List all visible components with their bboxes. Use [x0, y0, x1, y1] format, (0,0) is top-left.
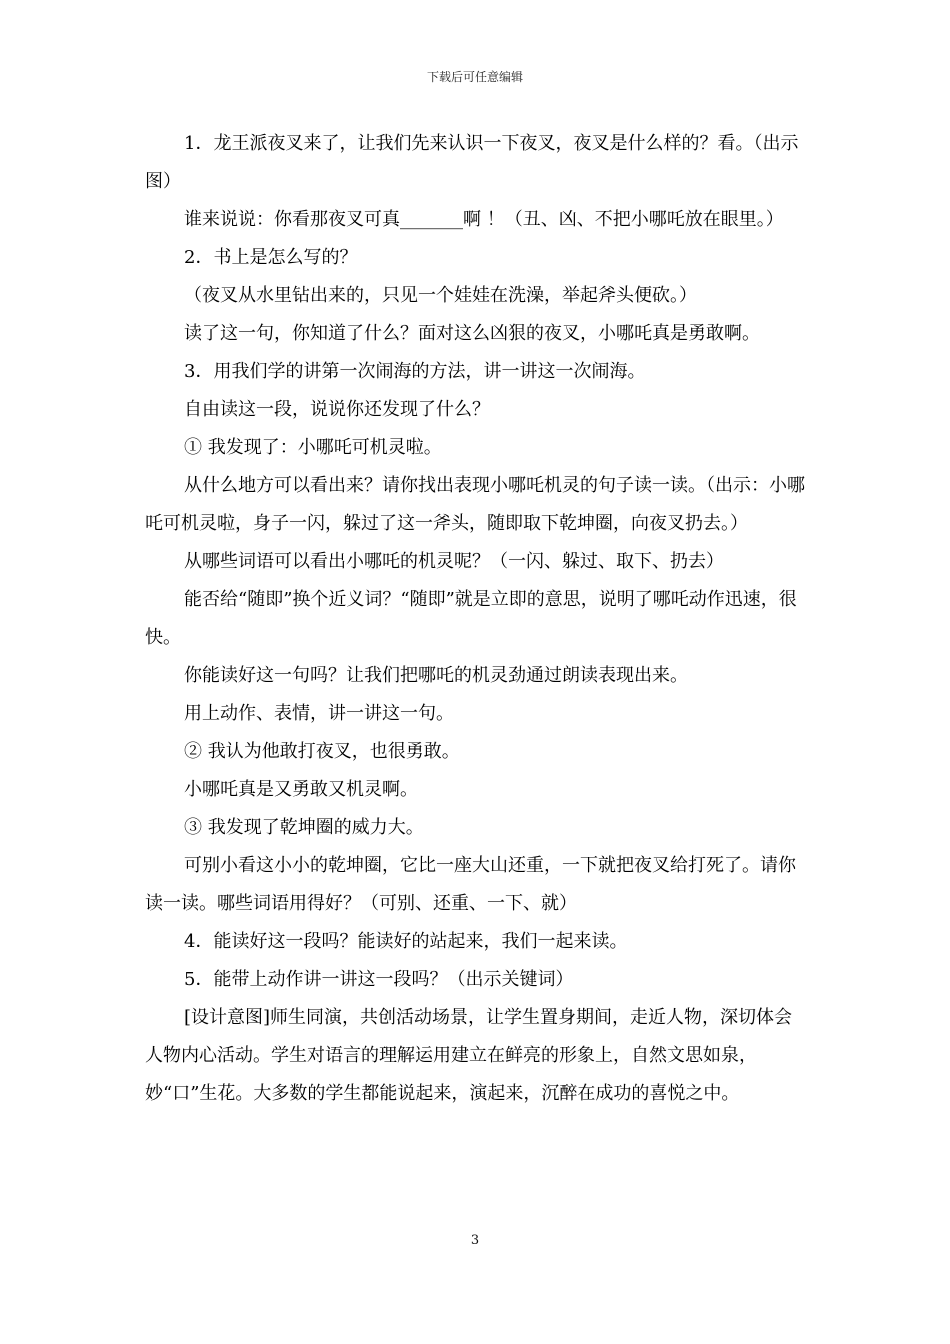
paragraph: 读了这一句，你知道了什么？面对这么凶狠的夜叉，小哪吒真是勇敢啊。 — [184, 323, 760, 344]
paragraph: 1．龙王派夜叉来了，让我们先来认识一下夜叉，夜叉是什么样的？看。（出示图） — [145, 133, 799, 192]
paragraph: 5．能带上动作讲一讲这一段吗？（出示关键词） — [184, 969, 574, 990]
document-body — [145, 125, 805, 1113]
paragraph: 2．书上是怎么写的？ — [184, 247, 358, 268]
paragraph: 从什么地方可以看出来？请你找出表现小哪吒机灵的句子读一读。（出示：小哪吒可机灵啦，身子一闪，躲过了这一斧头，随即取下乾坤圈，向夜叉扔去。） — [145, 475, 805, 534]
paragraph: 自由读这一段，说说你还发现了什么？ — [184, 399, 490, 420]
paragraph: 能否给“随即”换个近义词？“随即”就是立即的意思，说明了哪吒动作迅速，很快。 — [145, 589, 797, 648]
paragraph: 4．能读好这一段吗？能读好的站起来，我们一起来读。 — [184, 931, 628, 952]
page-header: 下载后可任意编辑 — [426, 70, 523, 84]
paragraph: ① 我发现了：小哪吒可机灵啦。 — [184, 437, 442, 458]
paragraph: ② 我认为他敢打夜叉，也很勇敢。 — [184, 741, 460, 762]
paragraph: 可别小看这小小的乾坤圈，它比一座大山还重，一下就把夜叉给打死了。请你读一读。哪些词语用得好？（可别、还重、一下、就） — [145, 855, 796, 914]
paragraph: （夜叉从水里钻出来的，只见一个娃娃在洗澡，举起斧头便砍。） — [184, 285, 697, 306]
page-number: 3 — [470, 1233, 480, 1248]
paragraph: 3．用我们学的讲第一次闹海的方法，讲一讲这一次闹海。 — [184, 361, 646, 382]
paragraph: 小哪吒真是又勇敢又机灵啊。 — [184, 779, 418, 800]
paragraph: ③ 我发现了乾坤圈的威力大。 — [184, 817, 424, 838]
paragraph: 谁来说说：你看那夜叉可真_______啊 ！（丑、凶、不把小哪吒放在眼里。） — [184, 209, 784, 230]
paragraph: [设计意图]师生同演，共创活动场景，让学生置身期间，走近人物，深切体会人物内心活动。学生对语言的理解运用建立在鲜亮的形象上，自然文思如泉，妙“口”生花。大多数的学生都能说起来，演起来，沉醉在成功的喜悦之中。 — [145, 1007, 793, 1104]
paragraph: 从哪些词语可以看出小哪吒的机灵呢？（一闪、躲过、取下、扔去） — [184, 551, 724, 572]
paragraph: 你能读好这一句吗？让我们把哪吒的机灵劲通过朗读表现出来。 — [184, 665, 688, 686]
paragraph: 用上动作、表情，讲一讲这一句。 — [184, 703, 454, 724]
